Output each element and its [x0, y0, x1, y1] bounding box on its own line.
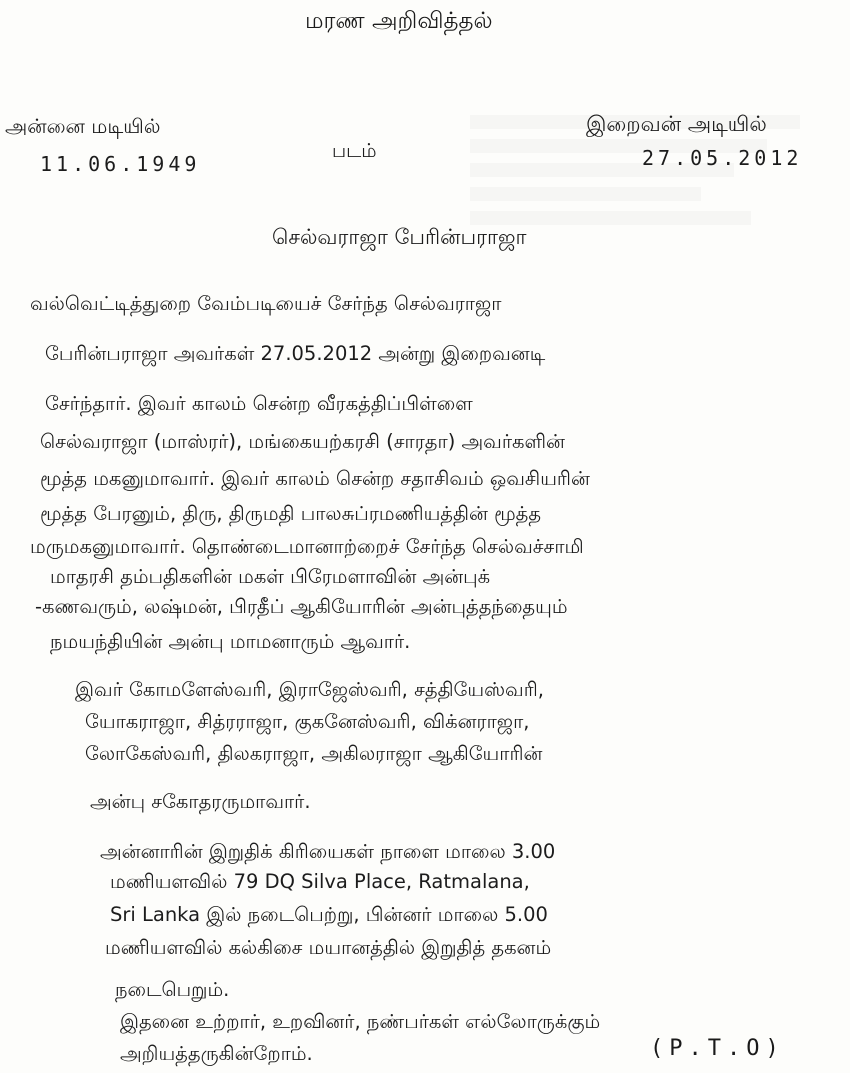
- deceased-name: செல்வராஜா பேரின்பராஜா: [272, 225, 527, 249]
- body-line: மணியளவில் கல்கிசை மயானத்தில் இறுதித் தகனம்: [105, 936, 552, 959]
- birth-date: 11.06.1949: [40, 152, 201, 176]
- body-line: -கணவரும், லஷ்மன், பிரதீப் ஆகியோரின் அன்புத்தந்தையும்: [35, 595, 568, 618]
- body-line: இவர் கோமளேஸ்வரி, இராஜேஸ்வரி, சத்தியேஸ்வரி,: [75, 678, 544, 701]
- body-line: செல்வராஜா (மாஸ்ரர்), மங்கையற்கரசி (சாரதா) அவர்களின்: [40, 430, 565, 453]
- body-line: பேரின்பராஜா அவர்கள் 27.05.2012 அன்று இறைவனடி: [45, 342, 546, 365]
- body-line: சேர்ந்தார். இவர் காலம் சென்ற வீரகத்திப்பிள்ளை: [45, 392, 473, 415]
- body-line: மணியளவில் 79 DQ Silva Place, Ratmalana,: [110, 870, 530, 893]
- body-line: மூத்த மகனுமாவார். இவர் காலம் சென்ற சதாசிவம் ஒவசியரின்: [40, 467, 590, 490]
- body-line: வல்வெட்டித்துறை வேம்படியைச் சேர்ந்த செல்வராஜா: [30, 292, 502, 315]
- notice-title: மரண அறிவித்தல்: [305, 8, 493, 34]
- body-line: மருமகனுமாவார். தொண்டைமானாற்றைச் சேர்ந்த செல்வச்சாமி: [30, 535, 584, 558]
- body-line: Sri Lanka இல் நடைபெற்று, பின்னர் மாலை 5.00: [110, 903, 548, 926]
- death-label: இறைவன் அடியில்: [586, 112, 767, 136]
- body-line: லோகேஸ்வரி, திலகராஜா, அகிலராஜா ஆகியோரின்: [85, 742, 543, 765]
- birth-label: அன்னை மடியில்: [5, 114, 161, 138]
- body-line: அன்னாரின் இறுதிக் கிரியைகள் நாளை மாலை 3.00: [100, 840, 556, 863]
- body-line: மாதரசி தம்பதிகளின் மகள் பிரேமளாவின் அன்புக்: [50, 565, 491, 588]
- photo-placeholder-label: படம்: [332, 140, 377, 162]
- body-line: நடைபெறும்.: [115, 978, 230, 1001]
- body-line: அன்பு சகோதரருமாவார்.: [90, 790, 311, 813]
- death-date: 27.05.2012: [642, 146, 803, 170]
- body-line: இதனை உற்றார், உறவினர், நண்பர்கள் எல்லோருக்கும்: [120, 1010, 601, 1033]
- body-line: அறியத்தருகின்றோம்.: [120, 1042, 313, 1065]
- body-line: நமயந்தியின் அன்பு மாமனாரும் ஆவார்.: [50, 630, 411, 653]
- body-line: மூத்த பேரனும், திரு, திருமதி பாலசுப்ரமணியத்தின் மூத்த: [40, 502, 542, 525]
- please-turn-over-note: (P.T.O): [650, 1036, 785, 1061]
- body-line: யோகராஜா, சித்ரராஜா, குகனேஸ்வரி, விக்னராஜா,: [85, 710, 530, 733]
